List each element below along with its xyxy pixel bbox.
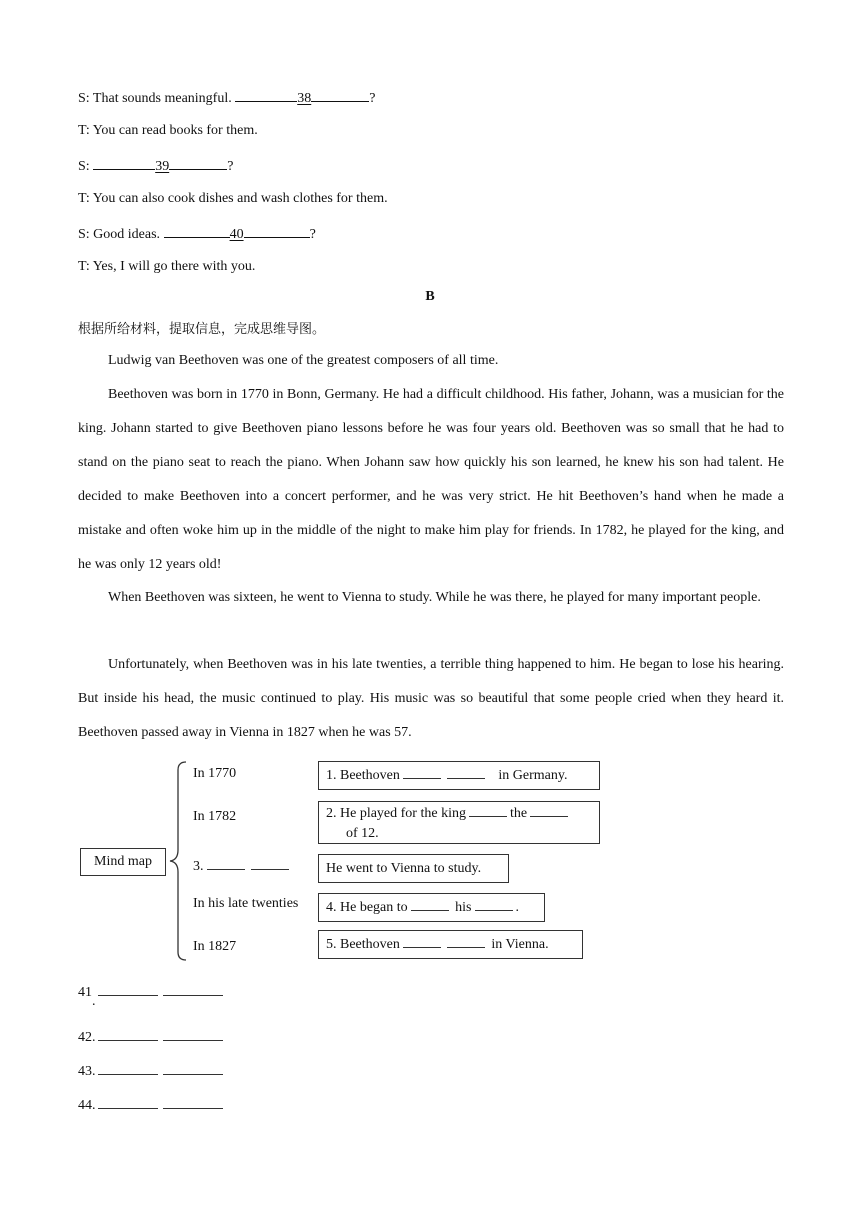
dialogue-line-38: S: That sounds meaningful. 38 ? xyxy=(78,91,376,106)
mind-map-label: In his late twenties xyxy=(193,896,299,911)
passage-paragraph: When Beethoven was sixteen, he went to Vienna to study. While he was there, he played for many important people. xyxy=(108,590,761,605)
passage-paragraph: Beethoven was born in 1770 in Bonn, Germany. He had a difficult childhood. His father, Johann, was a musician for the king. Johann started to give Beethoven piano lessons before he was four years old. Beethoven was so small that he had to stand on the piano seat to reach the piano. When Johann saw how quickly his son learned, he knew his son had talent. He decided to make Beethoven into a concert performer, and he was very strict. He hit Beethoven’s hand when he made a mistake and often woke him up in the middle of the night to make him play for friends. In 1782, he played for the king, and he was only 12 years old! xyxy=(78,387,784,572)
section-title: B xyxy=(425,289,435,304)
passage-paragraph: Unfortunately, when Beethoven was in his late twenties, a terrible thing happened to him. He began to lose his hearing. But inside his head, the music continued to play. His music was so beautiful that some people cried when they heard it. Beethoven passed away in Vienna in 1827 when he was 57. xyxy=(78,657,784,740)
section-instruction: 根据所给材料，提取信息，完成思维导图。 xyxy=(78,322,326,337)
dialogue-line-39: S: 39 ? xyxy=(78,159,234,174)
answer-line-41[interactable]: 41. xyxy=(78,983,223,1001)
mind-map-label: In 1782 xyxy=(193,809,237,824)
dialogue-line-40: S: Good ideas. 40 ? xyxy=(78,227,316,242)
mind-map-root: Mind map xyxy=(80,848,166,876)
mind-map-box-2: 2. He played for the king the of 12. xyxy=(318,801,600,844)
answer-line-44[interactable]: 44. xyxy=(78,1096,223,1114)
mind-map-label: In 1770 xyxy=(193,766,237,781)
brace-icon xyxy=(168,760,190,962)
mind-map-box-5: 5. Beethoven in Vienna. xyxy=(318,930,583,959)
passage-paragraph: Ludwig van Beethoven was one of the greatest composers of all time. xyxy=(108,353,499,368)
mind-map-box-1: 1. Beethoven in Germany. xyxy=(318,761,600,790)
mind-map-box-3: He went to Vienna to study. xyxy=(318,854,509,883)
answer-line-43[interactable]: 43. xyxy=(78,1062,223,1080)
mind-map-label-3: 3. xyxy=(193,858,292,875)
dialogue-line: T: Yes, I will go there with you. xyxy=(78,259,256,274)
mind-map-box-4: 4. He began to his . xyxy=(318,893,545,922)
answer-line-42[interactable]: 42. xyxy=(78,1028,223,1046)
dialogue-line: T: You can read books for them. xyxy=(78,123,258,138)
mind-map-label: In 1827 xyxy=(193,939,237,954)
dialogue-line: T: You can also cook dishes and wash clothes for them. xyxy=(78,191,388,206)
